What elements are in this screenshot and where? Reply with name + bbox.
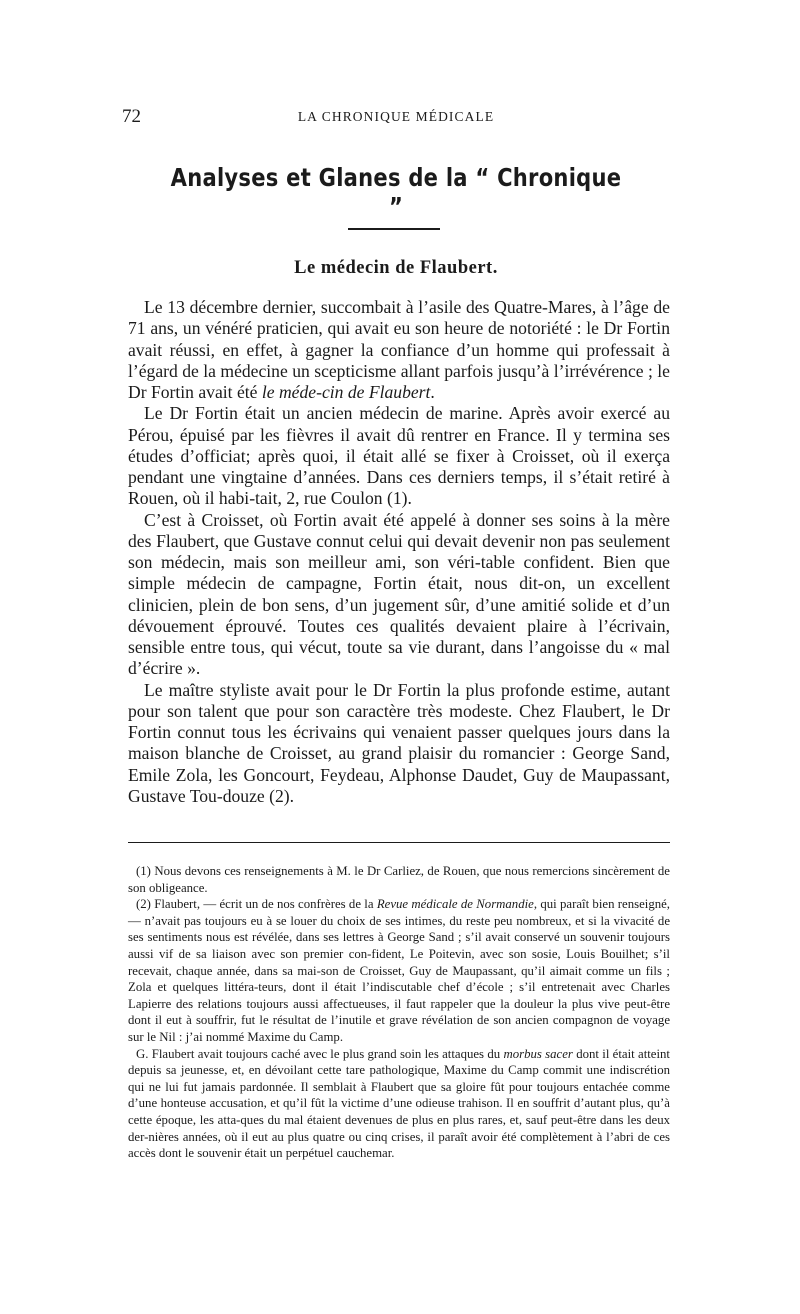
italic-text: le méde-cin de Flaubert xyxy=(261,382,431,402)
running-head xyxy=(122,106,670,130)
text-run: Le Dr Fortin était un ancien médecin de marine. Après avoir exercé au Pérou, épuisé par les fièvres il avait dû rentrer en France. Il y termina ses études d’officiat; après quoi, il était allé se fixer à Croisset, où il exerça pendant une vingtaine d’années. Dans ces derniers temps, il s’était retiré à Rouen, où il habi-tait, 2, rue Coulon (1). xyxy=(128,403,670,509)
article-title: Le médecin de Flaubert. xyxy=(294,258,498,278)
text-run: . xyxy=(430,382,435,402)
title-divider xyxy=(348,228,440,230)
text-run: G. Flaubert avait toujours caché avec le plus grand soin les attaques du xyxy=(136,1046,504,1061)
journal-title: LA CHRONIQUE MÉDICALE xyxy=(297,109,495,124)
italic-text: Revue médicale de Normandie xyxy=(376,897,534,912)
article-paragraph xyxy=(128,297,670,403)
article-paragraph xyxy=(128,680,670,808)
text-run: , qui paraît bien renseigné, — n’avait pas toujours eu à se louer du choix de ses intimes, du reste peu nombreux, et si la vivacité de ses sentiments nous est révélée, dans ses lettres à George Sand ; s’il avait conservé un souvenir toujours aussi vif de sa liaison avec son premier con-fident, Le Poitevin, avec son sosie, Louis Bouilhet; s’il recevait, chaque année, dans sa mai-son de Croisset, Guy de Maupassant, qu’il aimait comme un fils ; Zola et quelques littéra-teurs, dont il était l’indiscutable chef d’école ; s’il entretenait avec Charles Lapierre des relations toujours aussi affectueuses, il faut rappeler que la douleur la plus vive peut-être dont il eut à souffrir, fut le résultat de l’inutile et grave révélation de son ancien compagnon de voyage sur le Nil : j’ai nommé Maxime du Camp. xyxy=(128,897,670,1044)
text-run: Le maître styliste avait pour le Dr Fortin la plus profonde estime, autant pour son talent que pour son caractère très modeste. Chez Flaubert, le Dr Fortin connut tous les écrivains qui venaient passer quelques jours dans la maison blanche de Croisset, au grand plaisir du romancier : George Sand, Emile Zola, les Goncourt, Feydeau, Alphonse Daudet, Guy de Maupassant, Gustave Tou-douze (2). xyxy=(128,679,670,806)
article-paragraph xyxy=(128,510,670,680)
italic-text: morbus sacer xyxy=(503,1046,573,1061)
footnote-divider xyxy=(128,842,670,843)
section-title: Analyses et Glanes de la “ Chronique ” xyxy=(170,163,622,221)
page-number: 72 xyxy=(122,106,141,127)
text-run: (1) Nous devons ces renseignements à M. le Dr Carliez, de Rouen, que nous remercions sincèrement de son obligeance. xyxy=(128,864,670,895)
text-run: C’est à Croisset, où Fortin avait été appelé à donner ses soins à la mère des Flaubert, que Gustave connut celui qui devait devenir non pas seulement son médecin, mais son meilleur ami, son véri-table confident. Bien que simple médecin de campagne, Fortin était, nous dit-on, un excellent clinicien, plein de bon sens, d’un jugement sûr, d’une amitié solide et d’un dévouement éprouvé. Toutes ces qualités devaient plaire à l’écrivain, sensible entre tous, qui vécut, toute sa vie durant, dans l’angoisse du « mal d’écrire ». xyxy=(128,509,670,679)
text-run: dont il était atteint depuis sa jeunesse, et, en dévoilant cette tare pathologique, Maxime du Camp commit une indiscrétion qui ne lui fut jamais pardonnée. Il semblait à Flaubert que sa gloire fût pour toujours entachée comme d’une honteuse accusation, et qu’il fût la victime d’une odieuse trahison. Il en souffrit d’autant plus, qu’à cette époque, les atta-ques du mal étaient devenues de plus en plus rares, et, sauf peut-être dans les deux der-nières années, où il eut au plus quatre ou cinq crises, il paraît avoir été complètement à l’abri de ces accès dont le souvenir était un perpétuel cauchemar. xyxy=(128,1046,670,1161)
footnote xyxy=(128,1046,670,1162)
text-run: (2) Flaubert, — écrit un de nos confrères de la xyxy=(136,897,377,912)
footnote xyxy=(128,896,670,1045)
article-body xyxy=(128,297,670,807)
footnote xyxy=(128,863,670,896)
footnotes xyxy=(128,863,670,1162)
text-run: Le 13 décembre dernier, succombait à l’asile des Quatre-Mares, à l’âge de 71 ans, un vénéré praticien, qui avait eu son heure de notoriété : le Dr Fortin avait réussi, en effet, à gagner la confiance d’un homme qui professait à l’égard de la médecine un scepticisme allant parfois jusqu’à l’irrévérence ; le Dr Fortin avait été xyxy=(128,297,670,402)
article-paragraph xyxy=(128,403,670,509)
